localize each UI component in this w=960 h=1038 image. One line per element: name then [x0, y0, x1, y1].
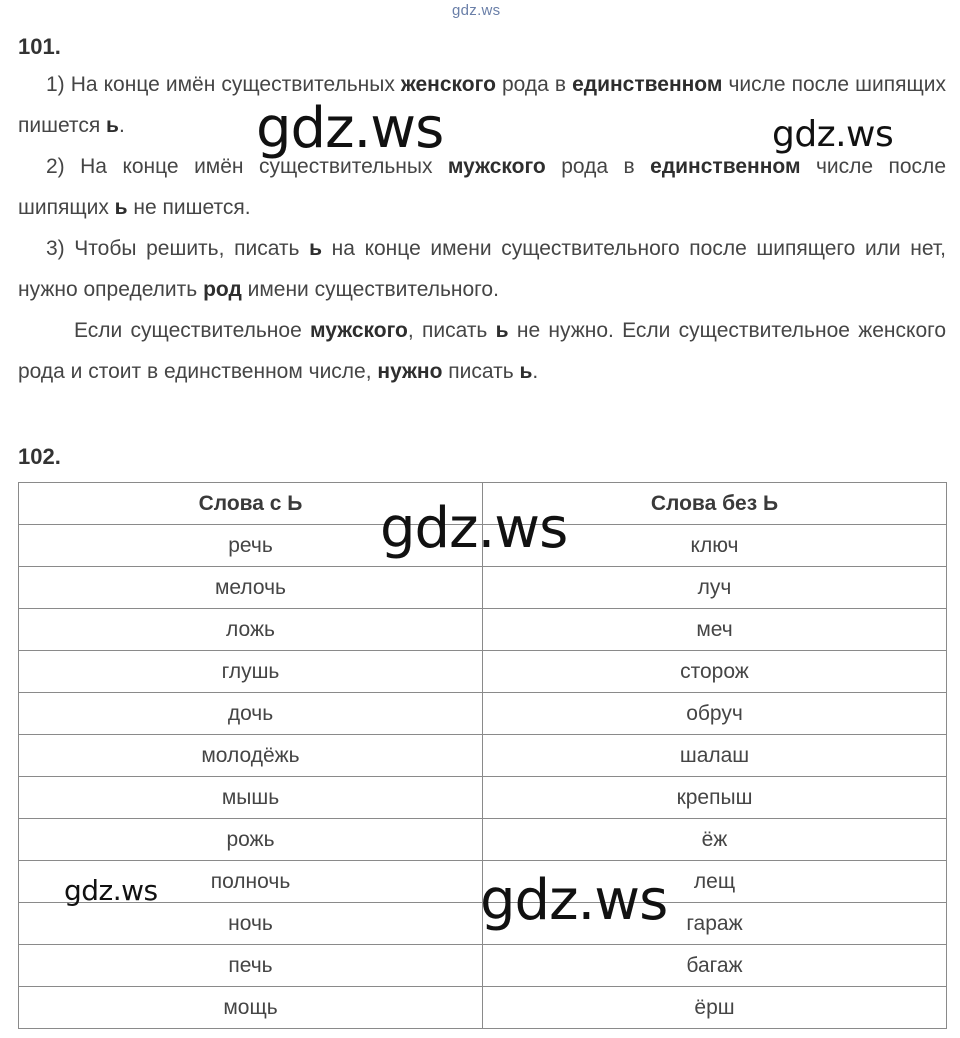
- table-row: [19, 609, 947, 651]
- table-row: [19, 861, 947, 903]
- exercise-101-text: [18, 64, 946, 392]
- word-without-soft-sign: обруч: [483, 693, 947, 735]
- table-row: [19, 819, 947, 861]
- watermark: gdz.ws: [256, 96, 444, 161]
- word-without-soft-sign: ёж: [483, 819, 947, 861]
- rule-1-paragraph: 1) На конце имён существительных женского рода в единственном числе после шипящих пишется ь.: [18, 73, 946, 137]
- word-with-soft-sign: мелочь: [19, 567, 483, 609]
- word-with-soft-sign: речь: [19, 525, 483, 567]
- word-without-soft-sign: багаж: [483, 945, 947, 987]
- table-row: [19, 903, 947, 945]
- word-without-soft-sign: гараж: [483, 903, 947, 945]
- word-with-soft-sign: мощь: [19, 987, 483, 1029]
- table-row: [19, 735, 947, 777]
- word-with-soft-sign: печь: [19, 945, 483, 987]
- table-row: [19, 525, 947, 567]
- word-with-soft-sign: мышь: [19, 777, 483, 819]
- watermark: gdz.ws: [380, 496, 568, 561]
- column-header-without-soft-sign: Слова без Ь: [483, 483, 947, 525]
- watermark: gdz.ws: [772, 114, 894, 155]
- conclusion-paragraph: Если существительное мужского, писать ь не нужно. Если существительное женского рода и стоит в единственном числе, нужно писать ь.: [18, 319, 946, 383]
- word-without-soft-sign: шалаш: [483, 735, 947, 777]
- watermark: gdz.ws: [480, 868, 668, 933]
- word-without-soft-sign: ключ: [483, 525, 947, 567]
- table-row: [19, 693, 947, 735]
- table-row: [19, 777, 947, 819]
- table-row: [19, 567, 947, 609]
- table-row: [19, 987, 947, 1029]
- word-with-soft-sign: ночь: [19, 903, 483, 945]
- exercise-101-number: 101.: [18, 34, 61, 59]
- word-without-soft-sign: лещ: [483, 861, 947, 903]
- rule-2-paragraph: 2) На конце имён существительных мужского рода в единственном числе после шипящих ь не пишется.: [18, 155, 946, 219]
- word-with-soft-sign: рожь: [19, 819, 483, 861]
- word-with-soft-sign: полночь: [19, 861, 483, 903]
- rule-3-paragraph: 3) Чтобы решить, писать ь на конце имени существительного после шипящего или нет, нужно определить род имени существительного.: [18, 237, 946, 301]
- word-without-soft-sign: крепыш: [483, 777, 947, 819]
- column-header-with-soft-sign: Слова с Ь: [19, 483, 483, 525]
- word-without-soft-sign: луч: [483, 567, 947, 609]
- words-table: [18, 482, 947, 1029]
- table-row: [19, 651, 947, 693]
- word-with-soft-sign: глушь: [19, 651, 483, 693]
- word-with-soft-sign: дочь: [19, 693, 483, 735]
- table-row: [19, 945, 947, 987]
- word-with-soft-sign: молодёжь: [19, 735, 483, 777]
- exercise-102-number: 102.: [18, 444, 61, 469]
- word-without-soft-sign: ёрш: [483, 987, 947, 1029]
- site-mark: gdz.ws: [452, 2, 501, 19]
- word-without-soft-sign: меч: [483, 609, 947, 651]
- table-header-row: [19, 483, 947, 525]
- word-with-soft-sign: ложь: [19, 609, 483, 651]
- word-without-soft-sign: сторож: [483, 651, 947, 693]
- watermark: gdz.ws: [64, 874, 158, 907]
